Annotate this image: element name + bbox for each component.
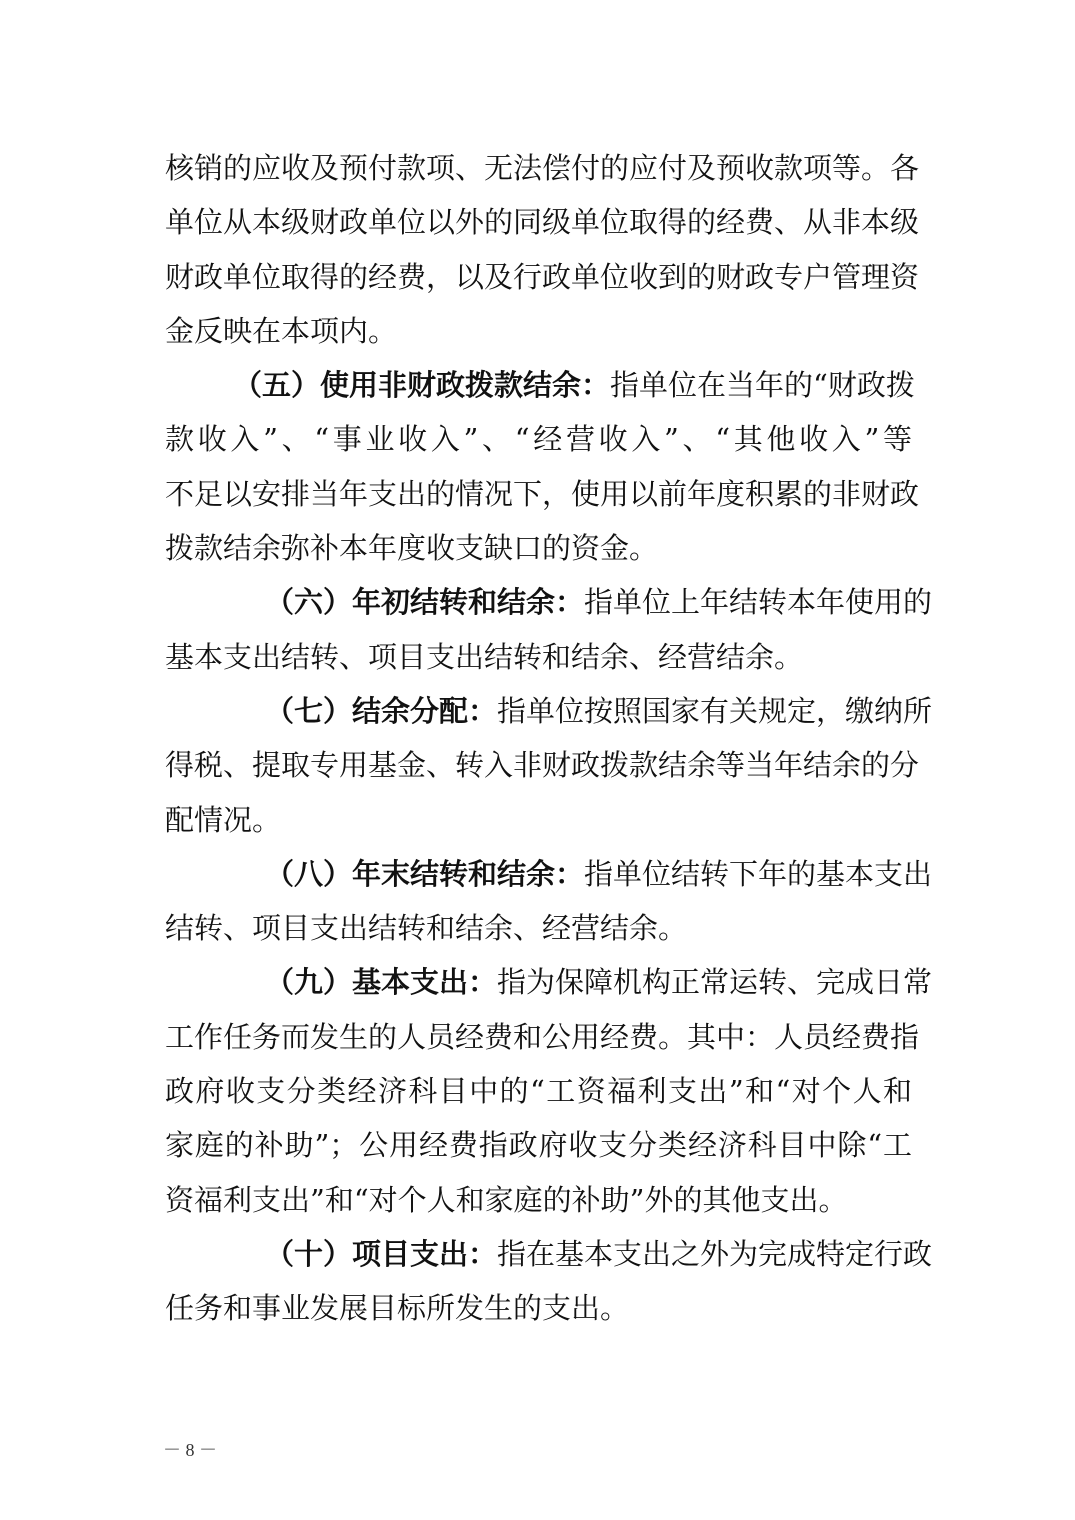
line-text: 基本支出结转、项目支出结转和结余、经营结余。 xyxy=(165,639,804,674)
section-heading: （九）基本支出： xyxy=(265,965,498,1000)
document-body xyxy=(165,141,933,1336)
text-line xyxy=(165,1010,920,1064)
section-heading: （八）年末结转和结余： xyxy=(265,856,585,891)
line-text: 配情况。 xyxy=(165,802,282,837)
line-text: 拨款结余弥补本年度收支缺口的资金。 xyxy=(165,531,659,566)
line-text: 工作任务而发生的人员经费和公用经费。其中：人员经费指 xyxy=(165,1019,920,1054)
line-text: 不足以安排当年支出的情况下，使用以前年度积累的非财政 xyxy=(165,476,920,511)
line-text: 任务和事业发展目标所发生的支出。 xyxy=(165,1291,630,1326)
paragraph xyxy=(165,1227,933,1336)
text-line xyxy=(165,1173,912,1227)
paragraph xyxy=(165,684,933,847)
text-line xyxy=(165,738,920,792)
text-line xyxy=(165,1118,912,1172)
text-line xyxy=(165,250,920,304)
section-heading: （五）使用非财政拨款结余： xyxy=(233,368,611,403)
text-line xyxy=(165,141,920,195)
paragraph xyxy=(165,575,933,684)
section-heading: （六）年初结转和结余： xyxy=(265,585,585,620)
text-line xyxy=(165,521,912,575)
line-text: 指单位按照国家有关规定，缴纳所 xyxy=(497,693,933,728)
paragraph xyxy=(165,955,933,1226)
line-text: 核销的应收及预付款项、无法偿付的应付及预收款项等。各 xyxy=(165,151,920,185)
text-line xyxy=(165,575,933,629)
text-line xyxy=(165,630,912,684)
line-text: 单位从本级财政单位以外的同级单位取得的经费、从非本级 xyxy=(165,205,920,240)
line-text: 得税、提取专用基金、转入非财政拨款结余等当年结余的分 xyxy=(165,748,920,783)
text-line xyxy=(165,1227,933,1281)
line-text: 资福利支出”和“对个人和家庭的补助”外的其他支出。 xyxy=(165,1182,848,1217)
text-line xyxy=(165,684,933,738)
text-line xyxy=(165,1281,912,1335)
section-heading: （十）项目支出： xyxy=(265,1236,498,1271)
paragraph xyxy=(165,847,933,956)
section-heading: （七）结余分配： xyxy=(265,693,498,728)
line-text: 财政单位取得的经费，以及行政单位收到的财政专户管理资 xyxy=(165,259,920,294)
line-text: 金反映在本项内。 xyxy=(165,313,398,348)
line-text: 指单位上年结转本年使用的 xyxy=(584,585,933,620)
text-line xyxy=(165,304,912,358)
text-line xyxy=(165,1064,912,1118)
page-number: － 8 － xyxy=(163,1440,217,1460)
text-line xyxy=(165,847,933,901)
line-text: 结转、项目支出结转和结余、经营结余。 xyxy=(165,911,688,946)
line-text: 政府收支分类经济科目中的“工资福利支出”和“对个人和 xyxy=(165,1074,912,1109)
text-line xyxy=(165,358,915,412)
paragraph xyxy=(165,358,920,575)
line-text: 指单位在当年的“财政拨 xyxy=(610,368,915,403)
line-text: 家庭的补助”；公用经费指政府收支分类经济科目中除“工 xyxy=(165,1128,912,1163)
text-line xyxy=(165,793,912,847)
text-line xyxy=(165,467,920,521)
line-text: 指为保障机构正常运转、完成日常 xyxy=(497,965,933,1000)
text-line xyxy=(165,955,933,1009)
paragraph xyxy=(165,141,920,358)
text-line xyxy=(165,412,912,466)
text-line xyxy=(165,901,912,955)
line-text: 款收入”、“事业收入”、“经营收入”、“其他收入”等 xyxy=(165,422,912,457)
text-line xyxy=(165,195,920,249)
line-text: 指在基本支出之外为完成特定行政 xyxy=(497,1236,933,1271)
line-text: 指单位结转下年的基本支出 xyxy=(584,856,933,891)
